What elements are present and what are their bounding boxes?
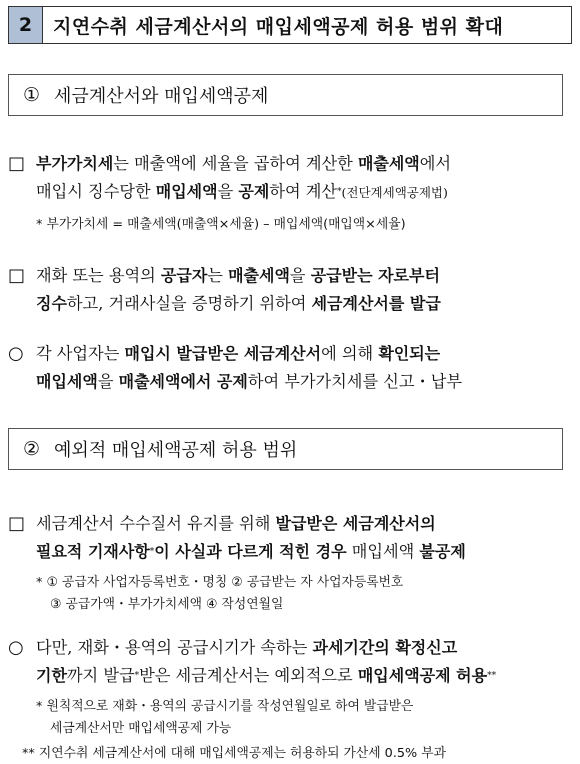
note-vat-formula: * 부가가치세 = 매출세액(매출액×세율) – 매입세액(매입액×세율) — [36, 217, 406, 232]
note-principle: * 원칙적으로 재화・용역의 공급시기를 작성연월일로 하여 발급받은 세금계산서만 매입세액공제 가능 — [36, 699, 414, 736]
paragraph-required-fields: □ 세금계산서 수수질서 유지를 위해 발급받은 세금계산서의 필요적 기재사항*이 사실과 다르게 적힌 경우 매입세액 불공제 — [8, 510, 568, 566]
subsection-2-marker: ② — [23, 438, 41, 460]
square-bullet-icon: □ — [8, 513, 26, 534]
subsection-1-marker: ① — [23, 84, 41, 106]
square-bullet-icon: □ — [8, 265, 26, 286]
section-number: 2 — [9, 7, 43, 43]
square-bullet-icon: □ — [8, 153, 26, 174]
circle-bullet-icon: ○ — [8, 343, 24, 364]
note-penalty: ** 지연수취 세금계산서에 대해 매입세액공제는 허용하되 가산세 0.5% 부과 — [22, 746, 446, 761]
subsection-1-box — [8, 74, 563, 116]
paragraph-input-tax-deduction: ○ 각 사업자는 매입시 발급받은 세금계산서에 의해 확인되는 매입세액을 매출세액에서 공제하여 부가가치세를 신고・납부 — [8, 340, 568, 396]
paragraph-exception: ○ 다만, 재화・용역의 공급시기가 속하는 과세기간의 확정신고 기한까지 발급*받은 세금계산서는 예외적으로 매입세액공제 허용** — [8, 634, 568, 690]
page-title: 지연수취 세금계산서의 매입세액공제 허용 범위 확대 — [53, 15, 504, 38]
subsection-2-box — [8, 428, 563, 470]
subsection-1-title: 세금계산서와 매입세액공제 — [54, 86, 269, 107]
note-required-fields: * ① 공급자 사업자등록번호・명칭 ② 공급받는 자 사업자등록번호 ③ 공급가액・부가가치세액 ④ 작성연월일 — [36, 575, 404, 612]
circle-bullet-icon: ○ — [8, 637, 24, 658]
paragraph-supplier-issuance: □ 재화 또는 용역의 공급자는 매출세액을 공급받는 자로부터 징수하고, 거래사실을 증명하기 위하여 세금계산서를 발급 — [8, 262, 568, 318]
paragraph-vat-definition: □ 부가가치세는 매출액에 세율을 곱하여 계산한 매출세액에서 매입시 징수당한 매입세액을 공제하여 계산*(전단계세액공제법) — [8, 150, 568, 207]
subsection-2-title: 예외적 매입세액공제 허용 범위 — [54, 440, 298, 461]
section-header — [8, 6, 572, 44]
